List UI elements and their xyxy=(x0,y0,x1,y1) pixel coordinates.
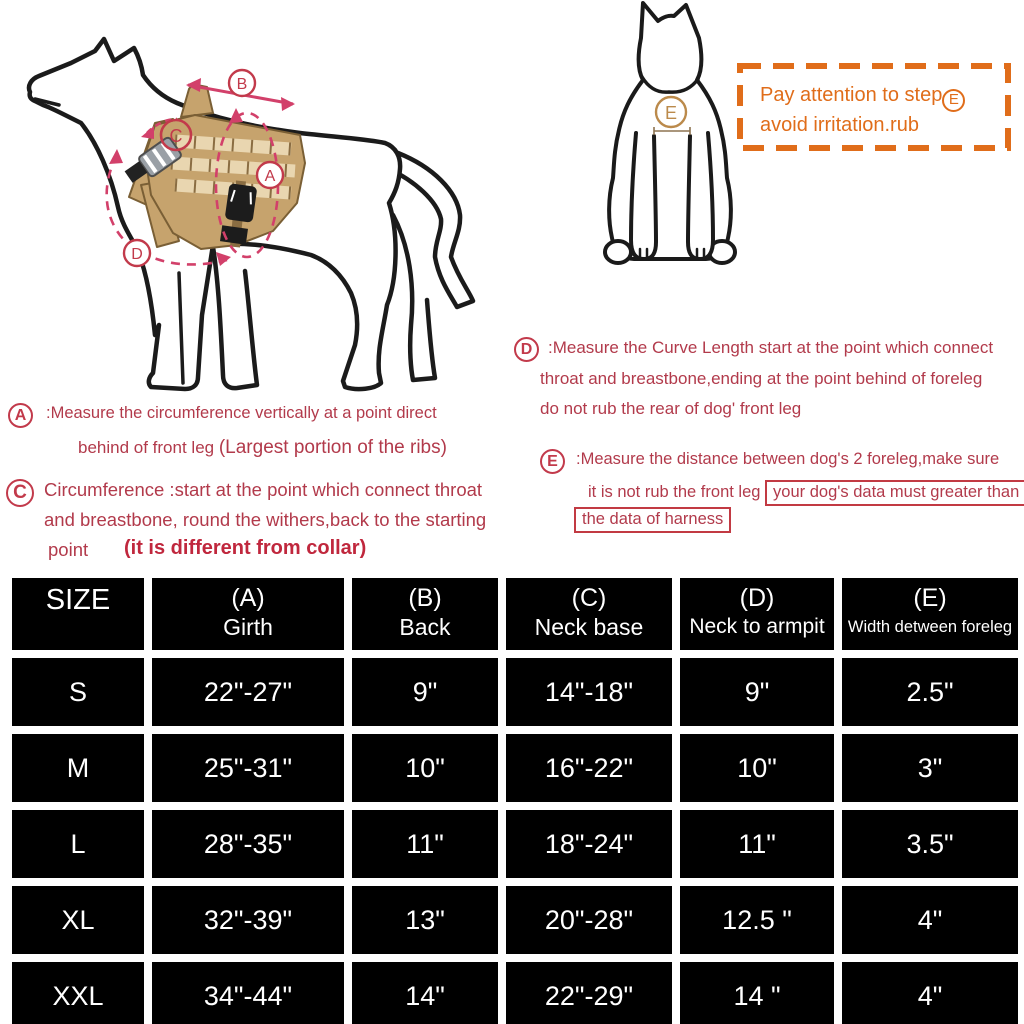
table-row-label: M xyxy=(12,734,144,802)
note-e xyxy=(538,445,1024,533)
front-dog-right-leg xyxy=(688,133,713,259)
note-c-line3: point xyxy=(48,539,89,560)
note-a-line1: :Measure the circumference vertically at a point direct xyxy=(46,404,437,422)
table-cell: 25"-31" xyxy=(152,734,344,802)
table-cell: 20"-28" xyxy=(506,886,672,954)
table-cell: 11" xyxy=(352,810,498,878)
svg-text:E: E xyxy=(664,103,678,123)
note-d-line1: :Measure the Curve Length start at the point which connect xyxy=(548,338,994,357)
note-c xyxy=(6,476,546,568)
table-row-label: XL xyxy=(12,886,144,954)
table-header-a: (A) Girth xyxy=(152,578,344,650)
table-row-label: XXL xyxy=(12,962,144,1024)
table-cell: 22"-29" xyxy=(506,962,672,1024)
note-e-boxed-1: your dog's data must greater than xyxy=(765,480,1024,506)
table-cell: 16"-22" xyxy=(506,734,672,802)
size-table xyxy=(12,578,1018,1024)
table-row-label: S xyxy=(12,658,144,726)
table-cell: 34"-44" xyxy=(152,962,344,1024)
dog-far-front-leg xyxy=(213,247,257,388)
note-c-letter: C xyxy=(6,479,34,507)
table-cell: 9" xyxy=(352,658,498,726)
table-cell: 14"-18" xyxy=(506,658,672,726)
note-e-boxed-2: the data of harness xyxy=(574,507,731,533)
attention-box xyxy=(736,62,1012,152)
table-cell: 4" xyxy=(842,962,1018,1024)
table-header-c: (C) Neck base xyxy=(506,578,672,650)
table-cell: 13" xyxy=(352,886,498,954)
table-header-d: (D) Neck to armpit xyxy=(680,578,834,650)
dog-far-hind-leg xyxy=(393,215,435,380)
side-dog-illustration xyxy=(5,35,505,455)
attention-line2: avoid irritation.rub xyxy=(760,113,919,136)
table-header-e: (E) Width detween foreleg xyxy=(842,578,1018,650)
attention-line1: Pay attention to step xyxy=(760,84,943,106)
table-cell: 10" xyxy=(680,734,834,802)
table-cell: 14 " xyxy=(680,962,834,1024)
note-d-letter: D xyxy=(514,337,539,362)
table-cell: 14" xyxy=(352,962,498,1024)
table-cell: 11" xyxy=(680,810,834,878)
note-e-line1: :Measure the distance between dog's 2 foreleg,make sure xyxy=(576,450,1000,468)
note-c-line1: Circumference :start at the point which connect throat xyxy=(44,479,483,500)
table-cell: 9" xyxy=(680,658,834,726)
table-cell: 28"-35" xyxy=(152,810,344,878)
attention-text xyxy=(760,82,965,138)
left-hind-toes xyxy=(605,241,631,263)
table-cell: 3.5" xyxy=(842,810,1018,878)
svg-text:D: D xyxy=(131,246,143,263)
note-a xyxy=(6,400,526,470)
table-cell: 3" xyxy=(842,734,1018,802)
attention-circled-e: E xyxy=(942,89,965,112)
note-a-letter: A xyxy=(8,403,33,428)
table-cell: 22"-27" xyxy=(152,658,344,726)
front-dog-left-leg xyxy=(631,133,656,259)
note-d-line2: throat and breastbone,ending at the point behind of foreleg xyxy=(540,369,983,388)
table-header-b: (B) Back xyxy=(352,578,498,650)
table-cell: 18"-24" xyxy=(506,810,672,878)
table-cell: 12.5 " xyxy=(680,886,834,954)
note-e-line2: it is not rub the front leg your dog's data must greater than xyxy=(588,480,1024,506)
diagram-letter-a xyxy=(257,162,283,188)
svg-text:A: A xyxy=(264,168,276,185)
note-a-line2: behind of front leg (Largest portion of the ribs) xyxy=(78,437,447,458)
svg-text:B: B xyxy=(236,76,248,93)
note-e-letter: E xyxy=(540,449,565,474)
note-c-line2: and breastbone, round the withers,back to the starting xyxy=(44,509,487,530)
table-cell: 2.5" xyxy=(842,658,1018,726)
table-cell: 4" xyxy=(842,886,1018,954)
side-release-buckle xyxy=(225,183,258,223)
table-header-size: SIZE xyxy=(12,578,144,650)
table-row-label: L xyxy=(12,810,144,878)
svg-text:C: C xyxy=(169,126,183,146)
table-cell: 32"-39" xyxy=(152,886,344,954)
diagram-letter-b xyxy=(229,70,255,96)
note-c-line3-bold: (it is different from collar) xyxy=(124,537,367,559)
table-cell: 10" xyxy=(352,734,498,802)
note-d-line3: do not rub the rear of dog' front leg xyxy=(540,399,802,418)
diagram-letter-d xyxy=(124,240,150,266)
note-d xyxy=(512,333,1024,425)
